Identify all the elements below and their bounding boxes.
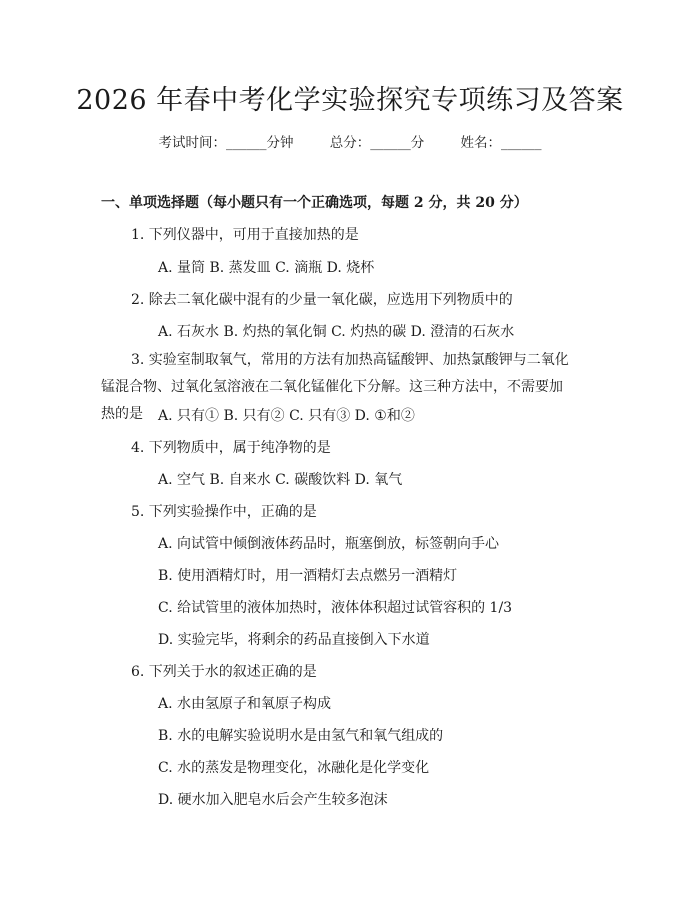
question-2-stem: 2. 除去二氧化碳中混有的少量一氧化碳，应选用下列物质中的 bbox=[131, 292, 513, 308]
exam-meta bbox=[0, 131, 700, 151]
question-5-stem: 5. 下列实验操作中，正确的是 bbox=[131, 504, 317, 520]
question-5-option-b: B. 使用酒精灯时，用一酒精灯去点燃另一酒精灯 bbox=[158, 568, 458, 584]
question-3-options: A. 只有① B. 只有② C. 只有③ D. ①和② bbox=[158, 408, 415, 424]
page-title: 2026 年春中考化学实验探究专项练习及答案 bbox=[76, 85, 624, 116]
question-1-options: A. 量筒 B. 蒸发皿 C. 滴瓶 D. 烧杯 bbox=[158, 260, 375, 276]
exam-time: 考试时间：______分钟 bbox=[158, 135, 294, 151]
question-5-option-d: D. 实验完毕，将剩余的药品直接倒入下水道 bbox=[158, 632, 430, 648]
question-6-option-c: C. 水的蒸发是物理变化，冰融化是化学变化 bbox=[158, 760, 430, 776]
question-6-option-a: A. 水由氢原子和氧原子构成 bbox=[158, 696, 332, 712]
student-name: 姓名：______ bbox=[460, 135, 542, 151]
question-3-stem: 3. 实验室制取氧气，常用的方法有加热高锰酸钾、加热氯酸钾与二氧化锰混合物、过氧化氢溶液在二氧化锰催化下分解。这三种方法中，不需要加热的是 bbox=[101, 352, 569, 422]
question-6-stem: 6. 下列关于水的叙述正确的是 bbox=[131, 664, 317, 680]
question-4-options: A. 空气 B. 自来水 C. 碳酸饮料 D. 氧气 bbox=[158, 472, 403, 488]
question-6-option-d: D. 硬水加入肥皂水后会产生较多泡沫 bbox=[158, 792, 388, 808]
score-blank: ______ bbox=[370, 135, 411, 151]
name-blank: ______ bbox=[501, 135, 542, 151]
question-5-option-a: A. 向试管中倾倒液体药品时，瓶塞倒放，标签朝向手心 bbox=[158, 536, 500, 552]
question-2-options: A. 石灰水 B. 灼热的氧化铜 C. 灼热的碳 D. 澄清的石灰水 bbox=[158, 324, 515, 340]
section-title: 一、单项选择题（每小题只有一个正确选项，每题 2 分，共 20 分） bbox=[101, 195, 528, 211]
question-1-stem: 1. 下列仪器中，可用于直接加热的是 bbox=[131, 227, 359, 243]
question-5-option-c: C. 给试管里的液体加热时，液体体积超过试管容积的 1/3 bbox=[158, 600, 513, 616]
question-6-option-b: B. 水的电解实验说明水是由氢气和氧气组成的 bbox=[158, 728, 444, 744]
total-score: 总分：______分 bbox=[329, 135, 425, 151]
time-blank: ______ bbox=[225, 135, 267, 151]
question-4-stem: 4. 下列物质中，属于纯净物的是 bbox=[131, 440, 331, 456]
